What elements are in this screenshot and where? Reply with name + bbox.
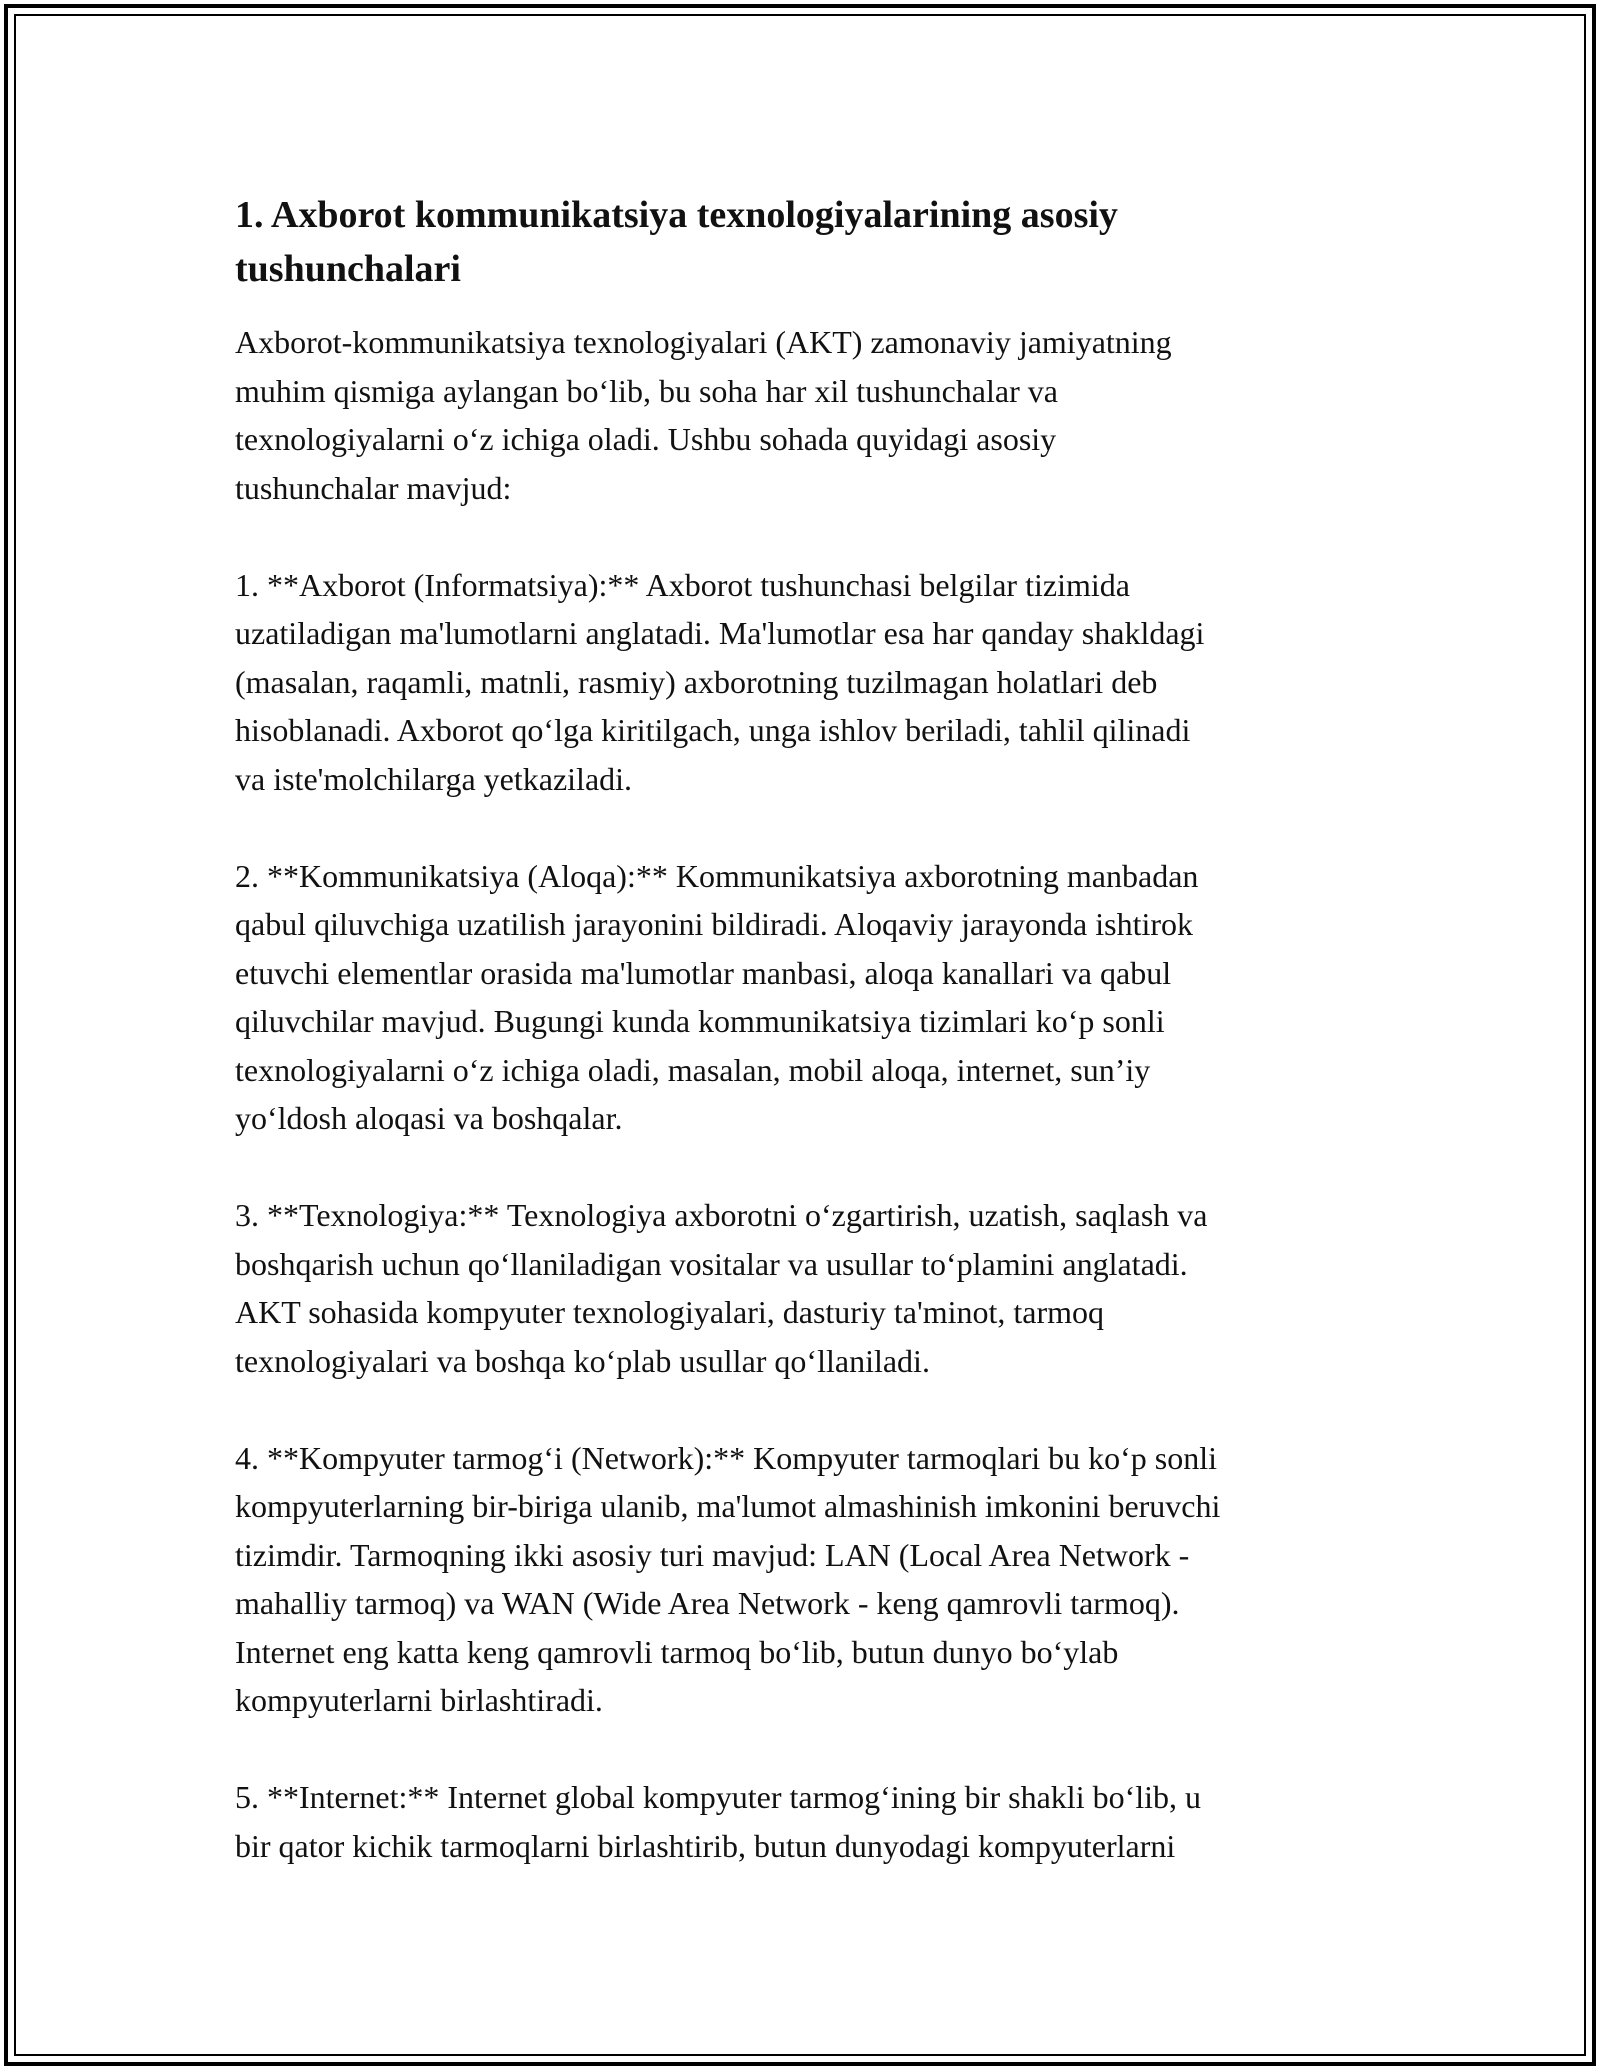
text-line: 3. **Texnologiya:** Texnologiya axborotni o‘zgartirish, uzatish, saqlash va <box>235 1197 1208 1233</box>
text-line: tushunchalar mavjud: <box>235 469 512 506</box>
paragraph-axborot <box>235 561 1405 804</box>
heading-line: tushunchalari <box>235 248 461 290</box>
paragraph-internet <box>235 1773 1405 1870</box>
text-line: muhim qismiga aylangan bo‘lib, bu soha har xil tushunchalar va <box>235 372 1058 409</box>
text-line: (masalan, raqamli, matnli, rasmiy) axborotning tuzilmagan holatlari deb <box>235 663 1158 700</box>
section-heading <box>235 188 1405 296</box>
text-line: Axborot-kommunikatsiya texnologiyalari (AKT) zamonaviy jamiyatning <box>235 324 1172 360</box>
text-line: 5. **Internet:** Internet global kompyuter tarmog‘ining bir shakli bo‘lib, u <box>235 1779 1202 1815</box>
text-line: etuvchi elementlar orasida ma'lumotlar manbasi, aloqa kanallari va qabul <box>235 954 1172 991</box>
text-line: yo‘ldosh aloqasi va boshqalar. <box>235 1100 623 1136</box>
paragraph-texnologiya <box>235 1191 1405 1385</box>
text-line: bir qator kichik tarmoqlarni birlashtirib, butun dunyodagi kompyuterlarni <box>235 1827 1176 1864</box>
text-line: va iste'molchilarga yetkaziladi. <box>235 760 633 797</box>
text-line: 1. **Axborot (Informatsiya):** Axborot tushunchasi belgilar tizimida <box>235 566 1130 603</box>
paragraph-kompyuter-tarmogi <box>235 1434 1405 1725</box>
text-line: qiluvchilar mavjud. Bugungi kunda kommunikatsiya tizimlari ko‘p sonli <box>235 1003 1165 1039</box>
text-line: Internet eng katta keng qamrovli tarmoq bo‘lib, butun dunyo bo‘ylab <box>235 1633 1119 1670</box>
text-line: texnologiyalarni o‘z ichiga oladi. Ushbu sohada quyidagi asosiy <box>235 421 1057 457</box>
text-line: mahalliy tarmoq) va WAN (Wide Area Network - keng qamrovli tarmoq). <box>235 1585 1180 1621</box>
paragraph-kommunikatsiya <box>235 852 1405 1143</box>
text-line: AKT sohasida kompyuter texnologiyalari, dasturiy ta'minot, tarmoq <box>235 1294 1105 1330</box>
document-body <box>235 188 1405 1870</box>
text-line: kompyuterlarni birlashtiradi. <box>235 1682 603 1718</box>
text-line: texnologiyalari va boshqa ko‘plab usullar qo‘llaniladi. <box>235 1342 930 1379</box>
intro-paragraph <box>235 318 1405 512</box>
text-line: hisoblanadi. Axborot qo‘lga kiritilgach, unga ishlov beriladi, tahlil qilinadi <box>235 712 1191 748</box>
text-line: 4. **Kompyuter tarmog‘i (Network):** Kompyuter tarmoqlari bu ko‘p sonli <box>235 1439 1218 1476</box>
text-line: kompyuterlarning bir-biriga ulanib, ma'lumot almashinish imkonini beruvchi <box>235 1488 1221 1524</box>
text-line: qabul qiluvchiga uzatilish jarayonini bildiradi. Aloqaviy jarayonda ishtirok <box>235 906 1194 942</box>
text-line: uzatiladigan ma'lumotlarni anglatadi. Ma'lumotlar esa har qanday shakldagi <box>235 615 1205 651</box>
heading-line: 1. Axborot kommunikatsiya texnologiyalarining asosiy <box>235 194 1118 236</box>
text-line: boshqarish uchun qo‘llaniladigan vositalar va usullar to‘plamini anglatadi. <box>235 1245 1188 1282</box>
text-line: 2. **Kommunikatsiya (Aloqa):** Kommunikatsiya axborotning manbadan <box>235 857 1199 894</box>
text-line: tizimdir. Tarmoqning ikki asosiy turi mavjud: LAN (Local Area Network - <box>235 1536 1190 1573</box>
text-line: texnologiyalarni o‘z ichiga oladi, masalan, mobil aloqa, internet, sun’iy <box>235 1051 1151 1088</box>
